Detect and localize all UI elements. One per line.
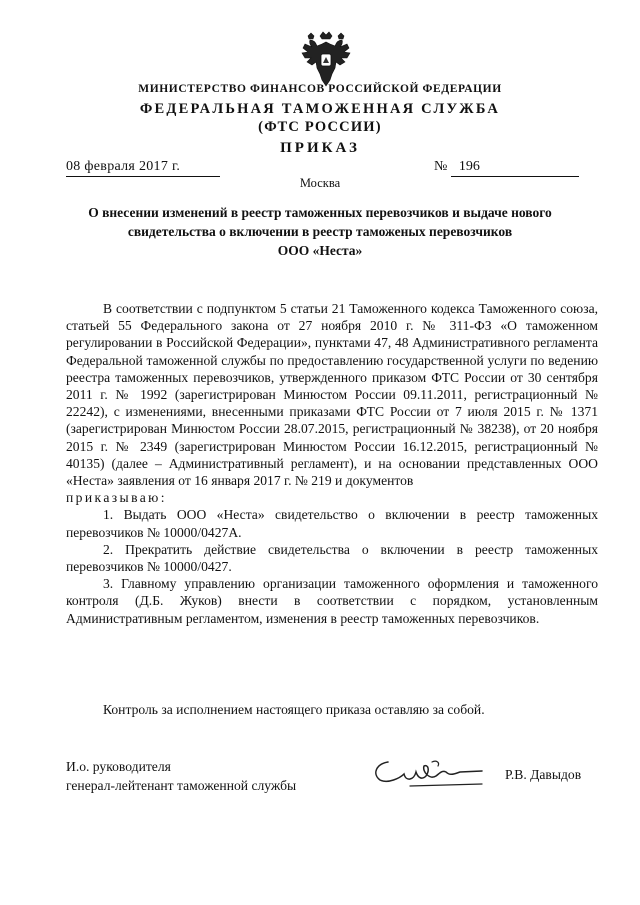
order-body: [66, 300, 598, 627]
signatory-role-line-1: И.о. руководителя: [66, 759, 171, 774]
order-item-1: 1. Выдать ООО «Неста» свидетельство о включении в реестр таможенных перевозчиков № 10000/0427А.: [66, 507, 598, 540]
order-word: приказываю:: [66, 490, 167, 506]
number-label: №: [434, 159, 448, 174]
service-name: ФЕДЕРАЛЬНАЯ ТАМОЖЕННАЯ СЛУЖБА: [139, 101, 501, 117]
order-date: 08 февраля 2017 г.: [66, 159, 220, 177]
preamble-paragraph: В соответствии с подпунктом 5 статьи 21 Таможенного кодекса Таможенного союза, статьей 55 Федерального закона от 27 ноября 2010 г. № 311-ФЗ «О таможенном регулировании в Российской Федерации», пунктами 47, 48 Административного регламента Федеральной таможенной службы по предоставлению государственной услуги по ведению реестра таможенных перевозчиков, утвержденного приказом ФТС России от 30 сентября 2011 г. № 1992 (зарегистрирован Минюстом России 09.11.2011, регистрационный № 22242), с изменениями, внесенными приказами ФТС России от 7 июля 2015 г. № 1371 (зарегистрирован Минюстом России 28.07.2015, регистрационный № 38238), от 20 ноября 2015 г. № 2349 (зарегистрирован Минюстом России 16.12.2015, регистрационный № 40135) (далее – Административный регламент), и на основании представленных ООО «Неста» заявления от 16 января 2017 г. № 219 и документов: [66, 301, 598, 489]
handwritten-signature: [370, 756, 490, 790]
signatory-role-line-2: генерал-лейтенант таможенной службы: [66, 778, 297, 793]
order-item-3: 3. Главному управлению организации таможенного оформления и таможенного контроля (Д.Б. Жуков) внести в соответствии с порядком, установленным Административным регламентом, изменения в реестр таможенных перевозчиков.: [66, 576, 598, 626]
order-item-2: 2. Прекратить действие свидетельства о включении в реестр таможенных перевозчиков № 10000/0427.: [66, 541, 598, 575]
service-short-name: (ФТС РОССИИ): [258, 119, 382, 135]
signatory-name: Р.В. Давыдов: [505, 767, 582, 782]
city: Москва: [299, 176, 341, 190]
signatory-role: [66, 757, 296, 795]
title-line-1: О внесении изменений в реестр таможенных перевозчиков и выдаче нового: [88, 205, 552, 220]
coat-of-arms-icon: [300, 30, 352, 88]
title-line-2: свидетельства о включении в реестр таможеных перевозчиков: [127, 224, 513, 239]
ministry-name: МИНИСТЕРСТВО ФИНАНСОВ РОССИЙСКОЙ ФЕДЕРАЦИИ: [138, 83, 502, 95]
order-number: 196: [451, 159, 579, 177]
order-number-field: [434, 159, 598, 177]
document-type: ПРИКАЗ: [280, 140, 360, 156]
control-paragraph: Контроль за исполнением настоящего приказа оставляю за собой.: [103, 702, 485, 717]
title-line-3: ООО «Неста»: [277, 243, 363, 258]
